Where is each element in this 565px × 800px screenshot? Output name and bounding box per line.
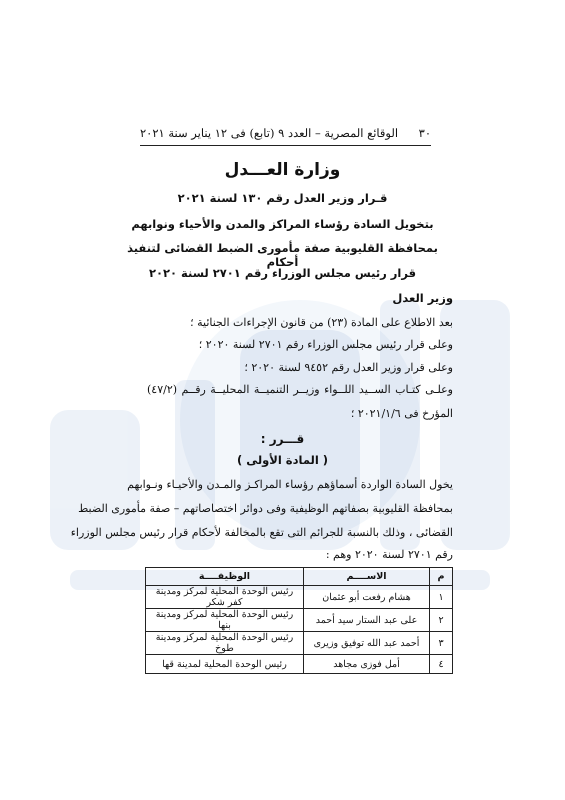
- article-text-line: القضائى ، وذلك بالنسبة للجرائم التى تقع بالمخالفة لأحكام قرار رئيس مجلس الوزراء: [70, 526, 453, 539]
- preamble-line: المؤرخ فى ٢٠٢١/١/٦ ؛: [350, 407, 453, 420]
- page-header: [140, 126, 431, 144]
- row-number: ٣: [430, 632, 453, 655]
- row-number: ١: [430, 586, 453, 609]
- decision-title: قـرار وزير العدل رقم ١٣٠ لسنة ٢٠٢١: [177, 191, 388, 205]
- row-job: رئيس الوحدة المحلية لمدينة قها: [146, 655, 304, 674]
- table-header-row: [146, 568, 453, 586]
- table-row: [146, 586, 453, 609]
- preamble-line: بعد الاطلاع على المادة (٢٣) من قانون الإجراءات الجنائية ؛: [190, 316, 453, 329]
- header-text: الوقائع المصرية – العدد ٩ (تابع) فى ١٢ يناير سنة ٢٠٢١: [140, 126, 399, 140]
- table-row: [146, 632, 453, 655]
- officials-table: [145, 567, 453, 674]
- row-job: رئيس الوحدة المحلية لمركز ومدينة كفر شكر: [146, 586, 304, 609]
- row-number: ٤: [430, 655, 453, 674]
- row-job: رئيس الوحدة المحلية لمركز ومدينة طوخ: [146, 632, 304, 655]
- subject-line-2: بمحافظة القليوبية صفة مأمورى الضبط القضائى لتنفيذ أحكام: [127, 241, 438, 269]
- article-text-line: يخول السادة الواردة أسماؤهم رؤساء المراكـز والمـدن والأحيـاء ونـوابهم: [127, 478, 453, 491]
- ministry-title: وزارة العـــدل: [224, 160, 341, 180]
- table-row: [146, 655, 453, 674]
- row-name: أحمد عبد الله توفيق وزيرى: [303, 632, 429, 655]
- row-job: رئيس الوحدة المحلية لمركز ومدينة بنها: [146, 609, 304, 632]
- decided-label: قـــرر :: [260, 432, 305, 446]
- subject-line-1: بتخويل السادة رؤساء المراكز والمدن والأحياء ونوابهم: [131, 217, 434, 231]
- minister-label: وزير العدل: [392, 291, 453, 305]
- col-header-job: الوظيفــــة: [146, 568, 304, 586]
- row-number: ٢: [430, 609, 453, 632]
- col-header-number: م: [430, 568, 453, 586]
- table-row: [146, 609, 453, 632]
- article-title: ( المادة الأولى ): [236, 453, 329, 467]
- preamble-line: وعلى قرار رئيس مجلس الوزراء رقم ٢٧٠١ لسنة ٢٠٢٠ ؛: [198, 338, 453, 351]
- page-number: ٣٠: [418, 126, 431, 140]
- preamble-line: وعلـى كتـاب الســيد اللــواء وزيــر التنميــة المحليــة رقــم (٤٧/٢): [147, 383, 453, 396]
- col-header-name: الاســــم: [303, 568, 429, 586]
- row-name: هشام رفعت أبو عثمان: [303, 586, 429, 609]
- row-name: على عبد الستار سيد أحمد: [303, 609, 429, 632]
- article-text-line: بمحافظة القليوبية بصفاتهم الوظيفية وفى دوائر اختصاصاتهم – صفة مأمورى الضبط: [78, 502, 453, 515]
- article-text-line: رقم ٢٧٠١ لسنة ٢٠٢٠ وهم :: [325, 548, 453, 561]
- subject-line-3: قرار رئيس مجلس الوزراء رقم ٢٧٠١ لسنة ٢٠٢٠: [148, 266, 417, 280]
- row-name: أمل فوزى مجاهد: [303, 655, 429, 674]
- preamble-line: وعلى قرار وزير العدل رقم ٩٤٥٢ لسنة ٢٠٢٠ ؛: [244, 361, 453, 374]
- header-rule: [140, 145, 431, 146]
